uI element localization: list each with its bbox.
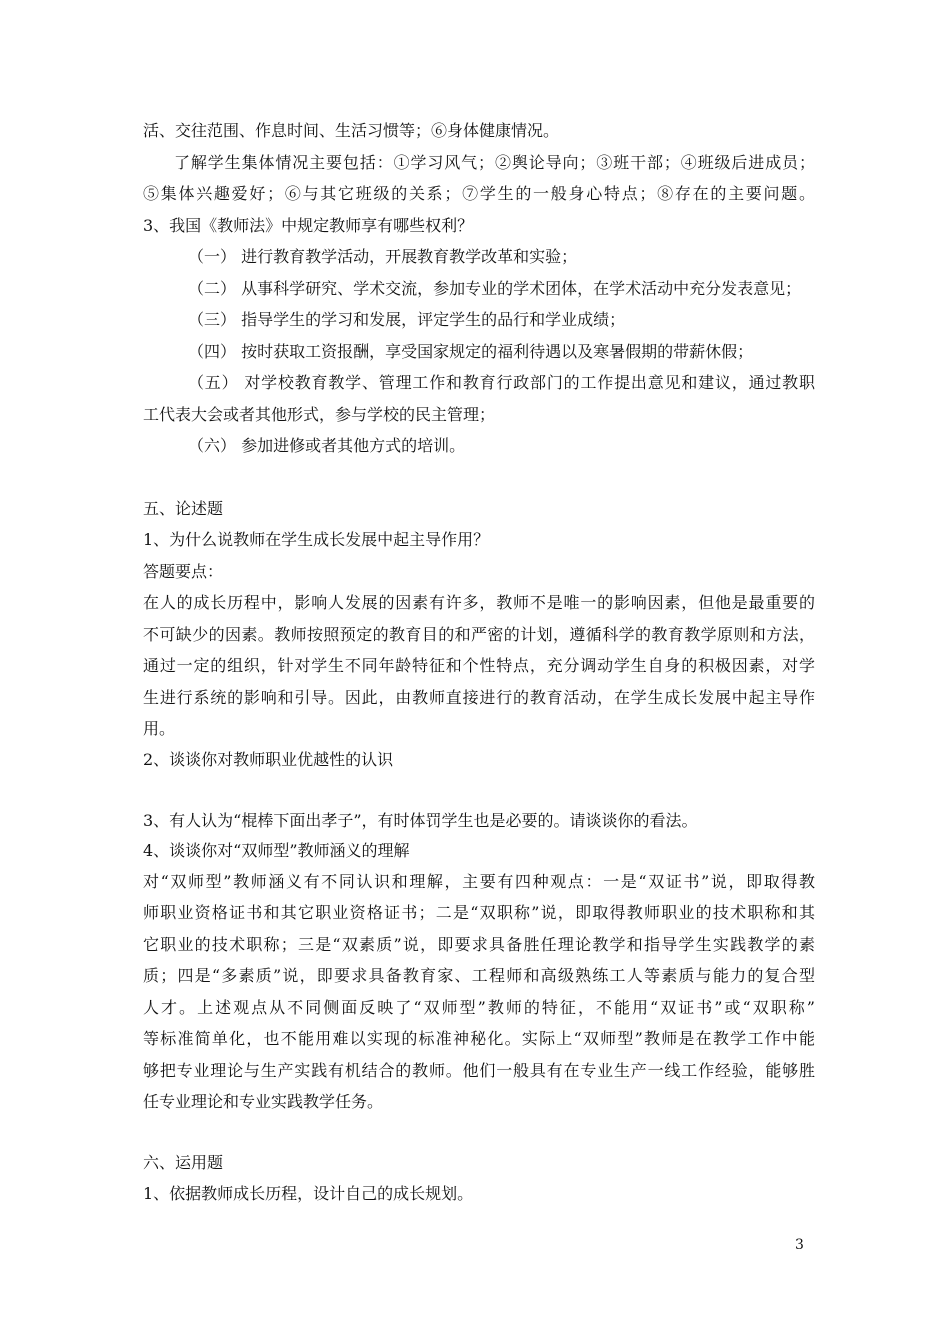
question-1: 1、为什么说教师在学生成长发展中起主导作用？ xyxy=(143,530,490,549)
text-line: 人才。上述观点从不同侧面反映了“双师型”教师的特征，不能用“双证书”或“双职称” xyxy=(143,998,815,1017)
answer-label: 答题要点： xyxy=(143,562,224,581)
list-item: （一） 进行教育教学活动，开展教育教学改革和实验； xyxy=(188,247,578,266)
list-item: （四） 按时获取工资报酬，享受国家规定的福利待遇以及寒暑假期的带薪休假； xyxy=(188,342,754,361)
text-line: 通过一定的组织，针对学生不同年龄特征和个性特点，充分调动学生自身的积极因素，对学 xyxy=(143,656,815,675)
text-line: 工代表大会或者其他形式，参与学校的民主管理； xyxy=(143,405,496,424)
list-item: （五） 对学校教育教学、管理工作和教育行政部门的工作提出意见和建议，通过教职 xyxy=(188,373,815,392)
text-line: 它职业的技术职称；三是“双素质”说，即要求具备胜任理论教学和指导学生实践教学的素 xyxy=(143,935,815,954)
page-number: 3 xyxy=(795,1237,804,1253)
text-line: 质；四是“多素质”说，即要求具备教育家、工程师和高级熟练工人等素质与能力的复合型 xyxy=(143,966,815,985)
text-line: 用。 xyxy=(143,719,176,738)
text-line: 了解学生集体情况主要包括：①学习风气；②舆论导向；③班干部；④班级后进成员； xyxy=(174,153,815,172)
question-4: 4、谈谈你对“双师型”教师涵义的理解 xyxy=(143,841,410,860)
text-line: 活、交往范围、作息时间、生活习惯等；⑥身体健康情况。 xyxy=(143,121,560,140)
list-item: （三） 指导学生的学习和发展，评定学生的品行和学业成绩； xyxy=(188,310,626,329)
question-3: 3、我国《教师法》中规定教师享有哪些权利？ xyxy=(143,216,474,235)
text-line: 任专业理论和专业实践教学任务。 xyxy=(143,1092,384,1111)
section-heading: 六、运用题 xyxy=(143,1153,224,1172)
question-3: 3、有人认为“棍棒下面出孝子”，有时体罚学生也是必要的。请谈谈你的看法。 xyxy=(143,811,698,830)
text-line: 师职业资格证书和其它职业资格证书；二是“双职称”说，即取得教师职业的技术职称和其 xyxy=(143,903,815,922)
question-1: 1、依据教师成长历程，设计自己的成长规划。 xyxy=(143,1184,474,1203)
list-item: （二） 从事科学研究、学术交流，参加专业的学术团体，在学术活动中充分发表意见； xyxy=(188,279,802,298)
text-line: 在人的成长历程中，影响人发展的因素有许多，教师不是唯一的影响因素，但他是最重要的 xyxy=(143,593,815,612)
text-line: 等标准简单化，也不能用难以实现的标准神秘化。实际上“双师型”教师是在教学工作中能 xyxy=(143,1029,815,1048)
text-line: 够把专业理论与生产实践有机结合的教师。他们一般具有在专业生产一线工作经验，能够胜 xyxy=(143,1061,815,1080)
list-item: （六） 参加进修或者其他方式的培训。 xyxy=(188,436,466,455)
text-line: 生进行系统的影响和引导。因此，由教师直接进行的教育活动，在学生成长发展中起主导作 xyxy=(143,688,815,707)
text-line: 不可缺少的因素。教师按照预定的教育目的和严密的计划，遵循科学的教育教学原则和方法， xyxy=(143,625,815,644)
section-heading: 五、论述题 xyxy=(143,499,224,518)
text-line: ⑤集体兴趣爱好；⑥与其它班级的关系；⑦学生的一般身心特点；⑧存在的主要问题。 xyxy=(143,184,815,203)
question-2: 2、谈谈你对教师职业优越性的认识 xyxy=(143,750,394,769)
text-line: 对“双师型”教师涵义有不同认识和理解，主要有四种观点：一是“双证书”说，即取得教 xyxy=(143,872,815,891)
